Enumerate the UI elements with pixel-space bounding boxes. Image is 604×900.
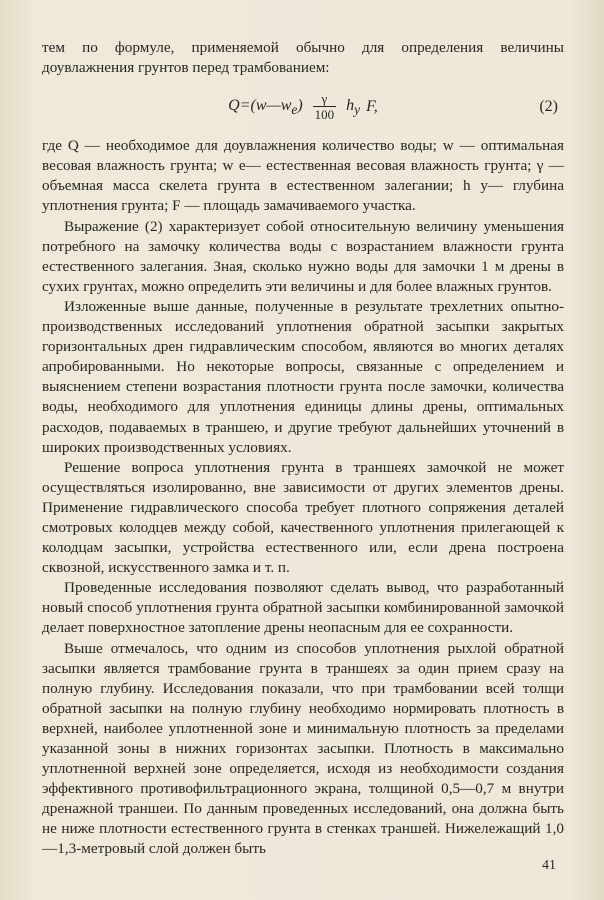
formula-lhs: Q=(w—w [228, 96, 292, 114]
formula-h: h [346, 96, 355, 114]
fraction-numerator: γ [321, 91, 328, 107]
formula-fraction [313, 92, 337, 122]
page-number: 41 [542, 858, 556, 873]
formula-number: (2) [539, 98, 558, 116]
paragraph-data: Изложенные выше данные, полученные в результате трехлетних опытно-производственных исследований уплотнения обратной засыпки закрытых горизонтальных дрен гидравлическим способом, являются во многих деталях апробированными. Но некоторые вопросы, связанные с определением и выяснением степени возрастания плотности грунта после замочки, количества воды, необходимого для уплотнения единицы длины дрены, оптимальных расходов, подаваемых в траншею, и другие требуют дальнейших уточнений в широких производственных условиях. [42, 297, 564, 456]
formula-f: F, [366, 98, 378, 116]
formula-sub-y: y [354, 101, 361, 117]
formula-expression [228, 92, 378, 122]
formula-sub-e: e [291, 101, 298, 117]
intro-paragraph: тем по формуле, применяемой обычно для определения величины доувлажнения грунтов перед трамбованием: [42, 39, 564, 77]
paragraph-tamping: Выше отмечалось, что одним из способов уплотнения рыхлой обратной засыпки является трамбование грунта в траншеях за один прием сразу на полную глубину. Исследования показали, что при трамбовании всей толщи обратной засыпки на полную глубину необходимо нормировать плотность в верхней, наиболее уплотненной зоне и минимальную плотность за пределами указанной зоны в нижних горизонтах засыпки. Плотность в максимально уплотненной верхней зоне определяется, исходя из необходимости создания эффективного противофильтрационного экрана, толщиной 0,5—0,7 м внутри дренажной траншеи. По данным проведенных исследований, она должна быть не ниже плотности естественного грунта в стенках траншей. Нижележащий 1,0—1,3-метровый слой должен быть [42, 639, 564, 858]
page-text [42, 38, 564, 860]
paragraph-conclusion: Проведенные исследования позволяют сделать вывод, что разработанный новый способ уплотнения грунта обратной засыпки комбинированной замочкой делает поверхностное затопление дрены неопасным для ее сохранности. [42, 579, 564, 637]
paragraph-expression: Выражение (2) характеризует собой относительную величину уменьшения потребного на замочку количества воды с возрастанием влажности грунта естественного залегания. Зная, сколько нужно воды для замочки 1 м дрены в сухих грунтах, можно определить эти величины и для более влажных грунтов. [42, 217, 564, 295]
fraction-denominator: 100 [314, 107, 335, 123]
formula-close: ) [297, 96, 303, 114]
paragraph-definitions: где Q — необходимое для доувлажнения количество воды; w — оптимальная весовая влажность грунта; w e— естественная весовая влажность грунта; γ — объемная масса скелета грунта в естественном залегании; h y— глубина уплотнения грунта; F — площадь замачиваемого участка. [42, 137, 564, 215]
formula-2 [42, 78, 564, 136]
paragraph-solution: Решение вопроса уплотнения грунта в траншеях замочкой не может осуществляться изолированно, вне зависимости от других элементов дрены. Применение гидравлического способа требует плотного сопряжения деталей смотровых колодцев между собой, качественного уплотнения прилегающей к колодцам засыпки, устройства естественного или, если дрена построена сквозной, искусственного замка и т. п. [42, 458, 564, 577]
